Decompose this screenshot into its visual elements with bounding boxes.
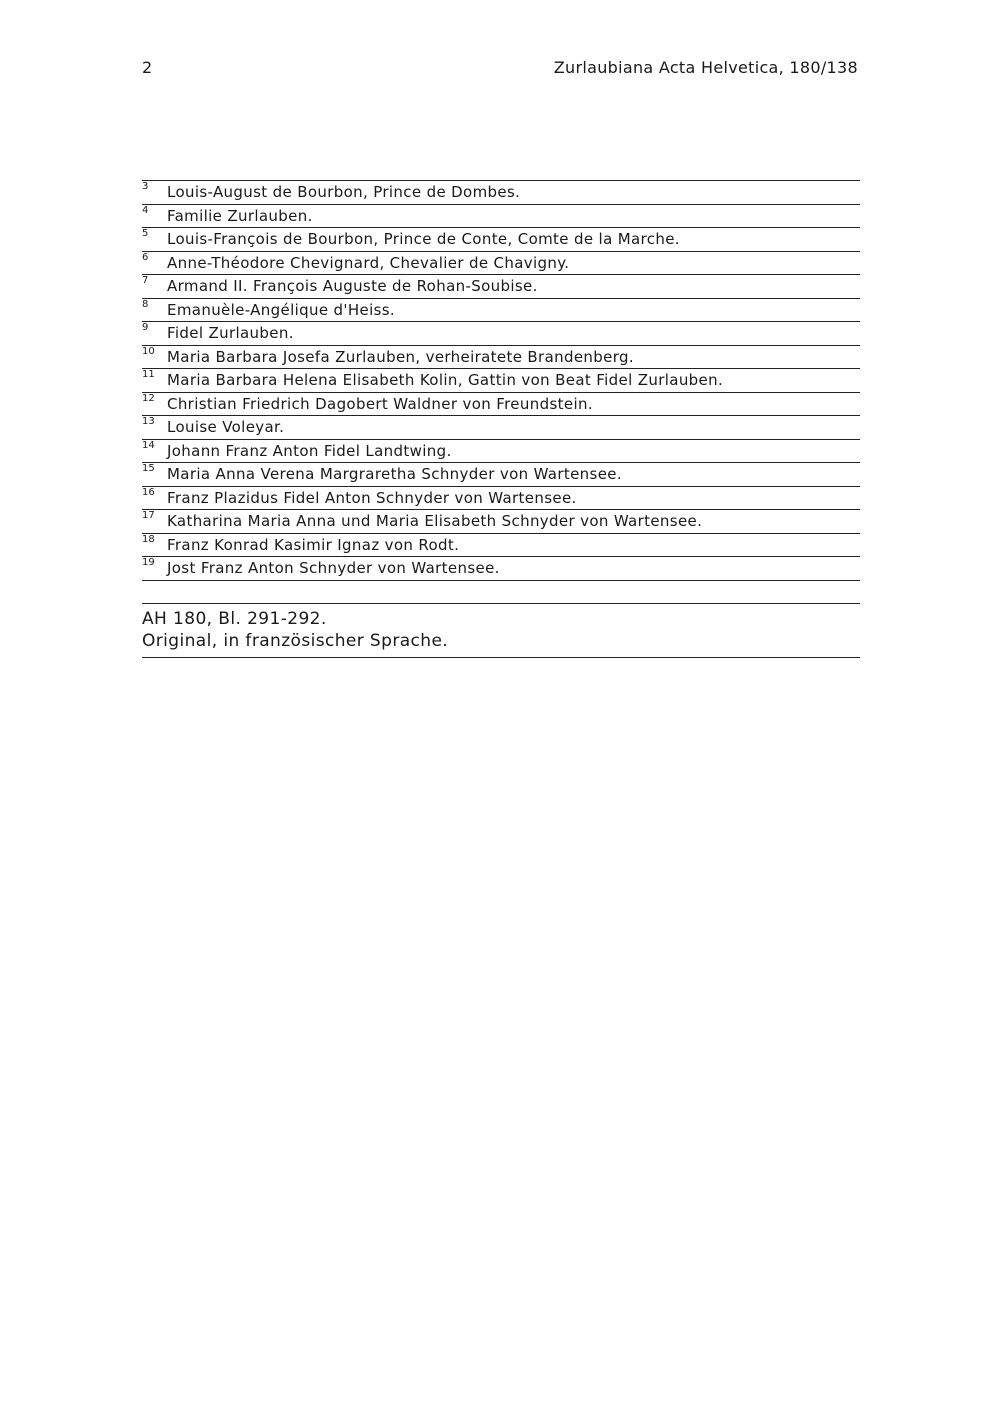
footnote-text: Jost Franz Anton Schnyder von Wartensee. [167,559,500,577]
footnote-item [142,369,860,393]
footnote-text: Armand II. François Auguste de Rohan-Soubise. [167,277,538,295]
source-block [142,603,860,658]
footnote-text: Louis-August de Bourbon, Prince de Dombes. [167,183,521,201]
footnote-list [142,180,860,581]
footnote-number: 15 [142,463,155,474]
footnote-item [142,322,860,346]
footnote-text: Johann Franz Anton Fidel Landtwing. [167,441,452,460]
footnote-text: Christian Friedrich Dagobert Waldner von Freundstein. [167,394,593,413]
footnote-item [142,487,860,511]
footnote-text: Maria Barbara Helena Elisabeth Kolin, Gattin von Beat Fidel Zurlauben. [167,371,724,389]
footnote-text: Anne-Théodore Chevignard, Chevalier de Chavigny. [167,253,570,272]
footnote-item [142,181,860,205]
footnote-item [142,440,860,464]
footnote-text: Franz Plazidus Fidel Anton Schnyder von Wartensee. [167,488,577,507]
footnote-item [142,205,860,229]
footnote-number: 19 [142,557,155,568]
footnote-item [142,275,860,299]
footnote-number: 17 [142,510,155,521]
footnote-number: 12 [142,392,155,404]
footnote-text: Familie Zurlauben. [167,206,313,225]
footnote-number: 10 [142,345,155,357]
footnote-item [142,463,860,487]
footnote-number: 18 [142,533,155,545]
footnote-text: Louise Voleyar. [167,418,285,436]
footnote-text: Maria Barbara Josefa Zurlauben, verheiratete Brandenberg. [167,347,634,366]
footnote-number: 13 [142,416,155,427]
footnote-text: Katharina Maria Anna und Maria Elisabeth Schnyder von Wartensee. [167,512,703,530]
footnote-number: 4 [142,204,149,216]
footnote-number: 16 [142,486,155,498]
footnote-text: Maria Anna Verena Margraretha Schnyder von Wartensee. [167,465,622,483]
footnote-number: 3 [142,181,149,192]
footnote-number: 8 [142,298,149,310]
footnote-text: Emanuèle-Angélique d'Heiss. [167,300,396,319]
source-reference: AH 180, Bl. 291-292. [142,609,327,629]
footnote-number: 5 [142,228,149,239]
footnote-number: 9 [142,322,149,333]
footnote-item [142,228,860,252]
footnote-number: 11 [142,369,155,380]
footnote-item [142,346,860,370]
running-header: Zurlaubiana Acta Helvetica, 180/138 [553,58,858,77]
footnote-text: Fidel Zurlauben. [167,324,294,342]
footnote-item [142,557,860,581]
footnote-item [142,510,860,534]
footnote-number: 14 [142,439,155,451]
footnote-number: 7 [142,275,149,286]
footnote-item [142,252,860,276]
footnote-item [142,416,860,440]
footnote-item [142,534,860,558]
footnote-text: Louis-François de Bourbon, Prince de Conte, Comte de la Marche. [167,230,680,248]
footnote-number: 6 [142,251,149,263]
footnote-item [142,393,860,417]
source-note: Original, in französischer Sprache. [142,631,449,651]
page-number: 2 [142,58,153,77]
footnote-text: Franz Konrad Kasimir Ignaz von Rodt. [167,535,460,554]
footnote-item [142,299,860,323]
